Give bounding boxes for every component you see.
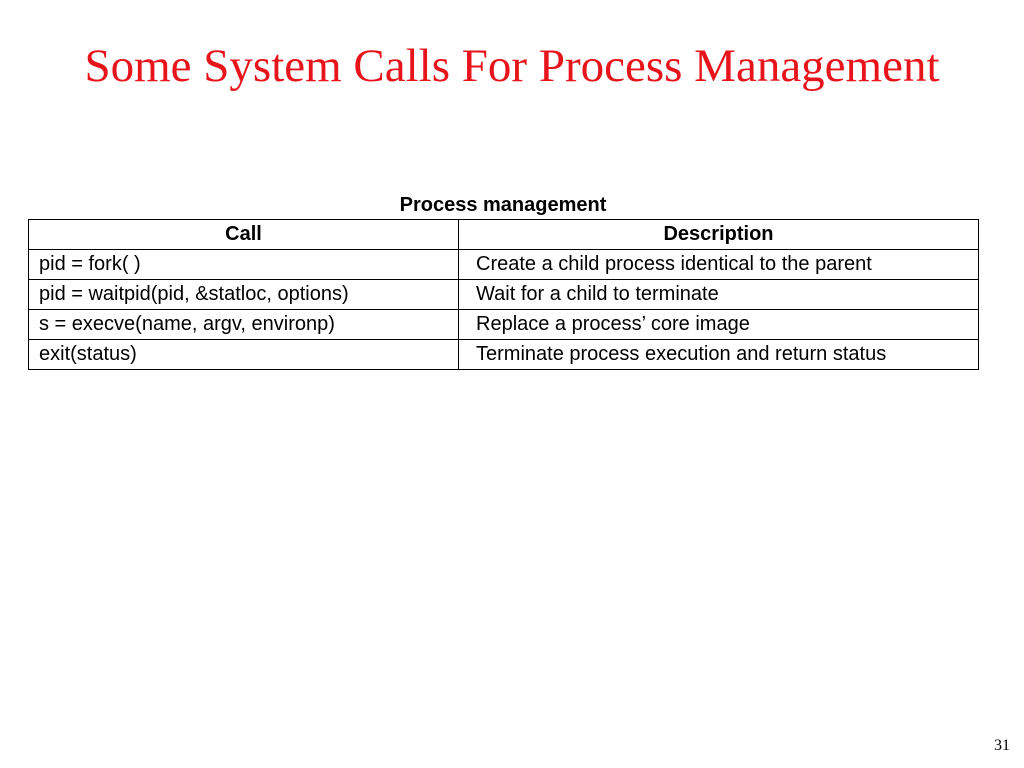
column-header-call: Call	[29, 220, 459, 250]
call-cell: pid = waitpid(pid, &statloc, options)	[29, 280, 459, 310]
table-caption: Process management	[399, 194, 607, 216]
process-management-table	[28, 219, 979, 370]
description-cell: Replace a process’ core image	[459, 310, 979, 340]
table-row	[29, 310, 979, 340]
table-header-row	[29, 220, 979, 250]
call-cell: exit(status)	[29, 340, 459, 370]
description-cell: Terminate process execution and return status	[459, 340, 979, 370]
slide-title: Some System Calls For Process Management	[84, 40, 940, 92]
page-number: 31	[994, 737, 1010, 754]
table-row	[29, 340, 979, 370]
call-cell: pid = fork( )	[29, 250, 459, 280]
table-row	[29, 250, 979, 280]
description-cell: Wait for a child to terminate	[459, 280, 979, 310]
table-row	[29, 280, 979, 310]
column-header-description: Description	[459, 220, 979, 250]
description-cell: Create a child process identical to the parent	[459, 250, 979, 280]
call-cell: s = execve(name, argv, environp)	[29, 310, 459, 340]
